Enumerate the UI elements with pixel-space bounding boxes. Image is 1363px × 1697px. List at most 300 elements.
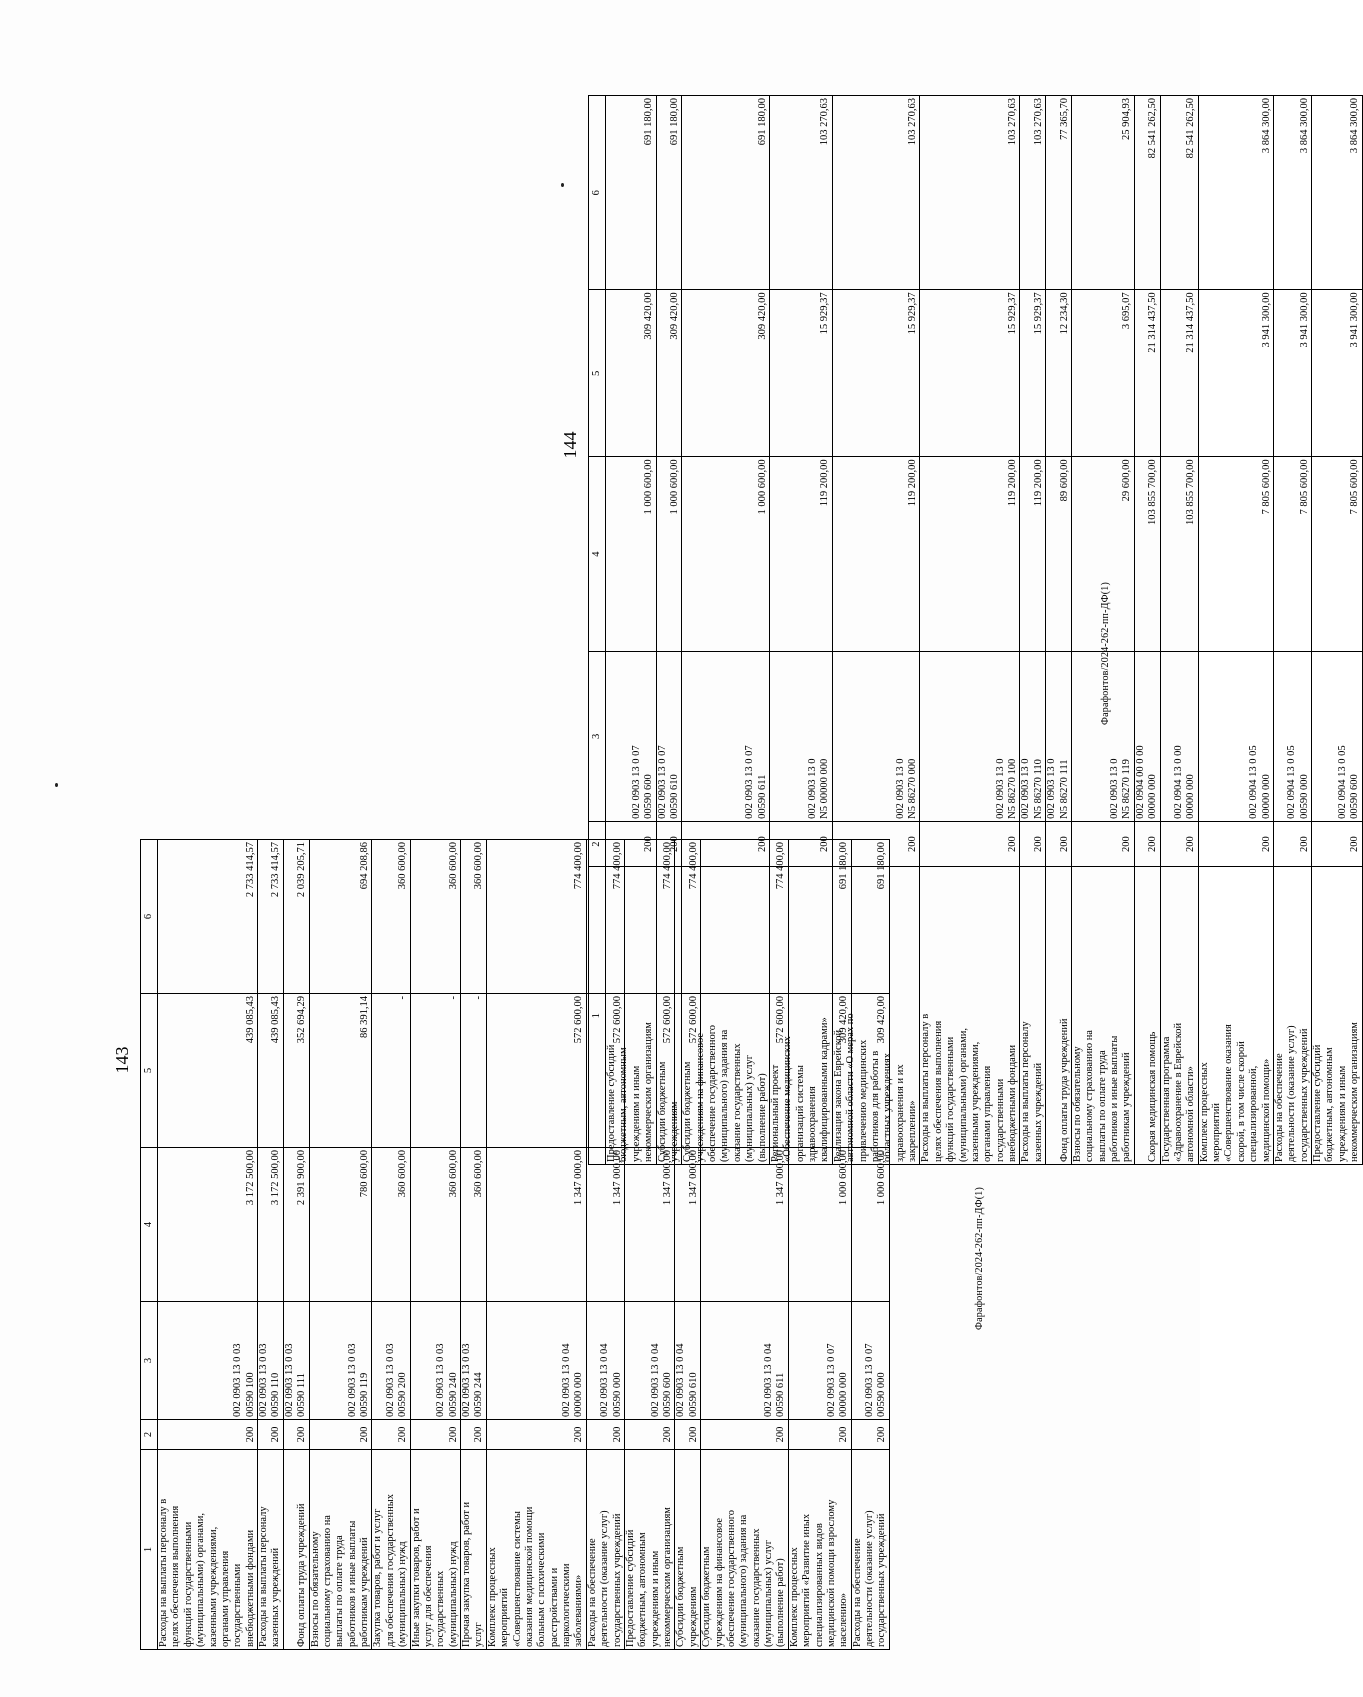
admin-code	[788, 1420, 851, 1450]
remaining-amount	[606, 96, 657, 290]
executed-amount-text: 309 420,00	[838, 996, 850, 1044]
executed-amount	[606, 290, 657, 457]
budget-classification-code-text: 002 0903 13 0 04 00590 611	[763, 1343, 787, 1417]
approved-amount	[586, 1148, 624, 1302]
line-item-name-text: Расходы на выплаты персоналу казенных учреждений	[1020, 1021, 1044, 1162]
approved-amount	[832, 457, 920, 651]
admin-code	[606, 821, 657, 867]
page-footer: Фарафонтов/2024-262-пп-ДФ(1)	[1100, 581, 1111, 725]
line-item-name-text: Расходы на выплаты персоналу казенных учреждений	[258, 1506, 282, 1647]
column-header: 3	[141, 1302, 158, 1420]
executed-amount	[1071, 290, 1134, 457]
remaining-amount	[410, 840, 461, 994]
remaining-amount-text: 3 864 300,00	[1349, 98, 1361, 154]
admin-code	[920, 821, 1020, 867]
line-item-name	[1046, 867, 1072, 1165]
remaining-amount-text: 694 208,86	[359, 842, 370, 890]
admin-code	[769, 821, 832, 867]
admin-code	[158, 1420, 258, 1450]
line-item-name	[1312, 867, 1363, 1165]
remaining-amount	[682, 96, 770, 290]
budget-classification-code	[851, 1302, 889, 1420]
approved-amount-text: 1 347 000,00	[611, 1150, 623, 1206]
admin-code-text: 200	[473, 1426, 485, 1443]
remaining-amount-text: 360 600,00	[473, 842, 485, 890]
budget-classification-code	[486, 1302, 586, 1420]
line-item-name	[1020, 867, 1046, 1165]
budget-classification-code	[701, 1302, 789, 1420]
scan-speck	[55, 783, 58, 787]
admin-code-text: 200	[756, 836, 768, 852]
admin-code-text: 200	[668, 836, 680, 852]
budget-classification-code-text: 002 0903 13 0 03 00590 200	[384, 1343, 409, 1417]
admin-code-text: 200	[819, 836, 831, 852]
approved-amount	[920, 457, 1020, 651]
line-item-name	[606, 867, 657, 1165]
remaining-amount-text: 691 180,00	[876, 842, 888, 890]
budget-classification-code-text: 002 0903 13 0 03 00590 110	[258, 1343, 282, 1417]
remaining-amount-text: 77 365,70	[1058, 98, 1070, 140]
executed-amount-text: 309 420,00	[756, 292, 768, 340]
remaining-amount	[309, 840, 372, 994]
line-item-name	[283, 1450, 309, 1650]
line-item-name	[682, 867, 770, 1165]
line-item-name	[832, 867, 920, 1165]
line-item-name-text: Субсидии бюджетным учреждениям на финансовое обеспечение государственного (муниципального) задания на оказание государственных (муниципальных) услуг (выполнение работ)	[701, 1509, 787, 1647]
column-header: 5	[141, 994, 158, 1148]
line-item-name	[1273, 867, 1311, 1165]
table-row	[410, 840, 461, 1650]
approved-amount-text: 1 000 600,00	[838, 1150, 850, 1206]
budget-classification-code	[283, 1302, 309, 1420]
remaining-amount-text: 360 600,00	[447, 842, 459, 890]
budget-classification-code	[1020, 651, 1046, 821]
budget-classification-code-text: 002 0903 13 0 N5 00000 000	[807, 758, 831, 819]
line-item-name-text: Субсидии бюджетным учреждениям на финансовое обеспечение государственного (муниципального) задания на оказание государственных (муниципальных) услуг (выполнение работ)	[682, 1024, 768, 1162]
executed-amount-text: 3 695,07	[1121, 292, 1133, 330]
remaining-amount	[1198, 96, 1273, 290]
remaining-amount-text: 691 180,00	[643, 98, 655, 146]
budget-classification-code	[606, 651, 657, 821]
remaining-amount-text: 25 904,93	[1121, 98, 1133, 140]
line-item-name	[372, 1450, 410, 1650]
remaining-amount	[1020, 96, 1046, 290]
table-row	[1160, 96, 1198, 1165]
executed-amount-text: 309 420,00	[668, 292, 680, 340]
budget-classification-code-text: 002 0903 13 0 03 00590 119	[346, 1343, 370, 1417]
budget-classification-code-text: 002 0903 13 0 07 00590 600	[630, 745, 655, 819]
approved-amount	[682, 457, 770, 651]
budget-classification-code-text: 002 0903 13 0 03 00590 240	[435, 1343, 459, 1417]
approved-amount	[1160, 457, 1198, 651]
budget-classification-code-text: 002 0903 13 0 N5 86270 000	[894, 758, 918, 819]
approved-amount	[701, 1148, 789, 1302]
executed-amount-text: 572 600,00	[662, 996, 673, 1044]
line-item-name-text: Государственная программа «Здравоохранение в Еврейской автономной области»	[1160, 1022, 1197, 1162]
approved-amount-text: 2 391 900,00	[296, 1150, 308, 1206]
column-header: 5	[589, 290, 606, 457]
budget-classification-code-text: 002 0903 13 0 03 00590 100	[232, 1343, 256, 1417]
admin-code-text: 200	[447, 1426, 459, 1443]
table-row	[309, 840, 372, 1650]
line-item-name	[1198, 867, 1273, 1165]
remaining-amount-text: 2 733 414,57	[270, 842, 282, 898]
column-header: 4	[141, 1148, 158, 1302]
budget-classification-code	[920, 651, 1020, 821]
admin-code-text: 200	[1121, 836, 1133, 852]
remaining-amount-text: 774 400,00	[611, 842, 623, 890]
budget-classification-code	[656, 651, 682, 821]
line-item-name-text: Комплекс процессных мероприятий «Совершенствование системы оказания медицинской помощи больным с психическими расстройствами и наркологическими заболеваниями»	[486, 1506, 585, 1647]
budget-classification-code	[1273, 651, 1311, 821]
approved-amount-text: 1 000 600,00	[668, 459, 680, 515]
remaining-amount	[1312, 96, 1363, 290]
executed-amount	[832, 290, 920, 457]
line-item-name	[258, 1450, 284, 1650]
admin-code	[832, 821, 920, 867]
line-item-name	[701, 1450, 789, 1650]
budget-classification-code	[410, 1302, 461, 1420]
admin-code-text: 200	[359, 1426, 370, 1443]
table-row	[1312, 96, 1363, 1165]
approved-amount-text: 1 000 600,00	[876, 1150, 888, 1206]
budget-classification-code-text: 002 0903 13 0 04 00590 610	[675, 1343, 699, 1417]
page-number: 143	[112, 1046, 132, 1074]
admin-code-text: 200	[1260, 836, 1272, 852]
executed-amount-text: -	[447, 996, 459, 1000]
approved-amount	[258, 1148, 284, 1302]
admin-code	[309, 1420, 372, 1450]
budget-classification-code	[675, 1302, 701, 1420]
admin-code	[1160, 821, 1198, 867]
line-item-name	[410, 1450, 461, 1650]
approved-amount-text: 360 600,00	[447, 1150, 459, 1198]
executed-amount	[656, 290, 682, 457]
admin-code	[701, 1420, 789, 1450]
budget-classification-code	[586, 1302, 624, 1420]
line-item-name-text: Закупка товаров, работ и услуг для обеспечения государственных (муниципальных) нужд	[372, 1494, 409, 1647]
budget-classification-code-text: 002 0904 13 0 05 00590 600	[1336, 745, 1361, 819]
approved-amount	[410, 1148, 461, 1302]
line-item-name-text: Расходы на обеспечение деятельности (оказание услуг) государственных учреждений	[851, 1510, 888, 1647]
admin-code-text: 200	[1349, 836, 1361, 852]
line-item-name	[656, 867, 682, 1165]
column-header: 3	[589, 651, 606, 821]
executed-amount	[1134, 290, 1160, 457]
budget-classification-code	[1160, 651, 1198, 821]
table-row	[283, 840, 309, 1650]
line-item-name-text: Комплекс процессных мероприятий «Развитие иных специализированных видов медицинской помощи взрослому населению»	[788, 1499, 850, 1647]
admin-code	[283, 1420, 309, 1450]
budget-classification-code	[682, 651, 770, 821]
executed-amount-text: -	[397, 996, 409, 1000]
remaining-amount	[1160, 96, 1198, 290]
table-row	[920, 96, 1020, 1165]
approved-amount-text: 360 600,00	[473, 1150, 485, 1198]
page-144	[560, 95, 1361, 1165]
executed-amount	[410, 994, 461, 1148]
approved-amount-text: 3 172 500,00	[244, 1150, 256, 1206]
executed-amount	[1160, 290, 1198, 457]
remaining-amount-text: 691 180,00	[838, 842, 850, 890]
page-number: 144	[560, 431, 580, 459]
remaining-amount-text: 691 180,00	[756, 98, 768, 146]
executed-amount	[1273, 290, 1311, 457]
remaining-amount	[832, 96, 920, 290]
approved-amount	[769, 457, 832, 651]
line-item-name	[461, 1450, 487, 1650]
remaining-amount-text: 360 600,00	[397, 842, 409, 890]
budget-classification-code-text: 002 0904 13 0 05 00590 000	[1286, 745, 1310, 819]
admin-code	[372, 1420, 410, 1450]
column-header: 6	[141, 840, 158, 994]
budget-classification-code	[769, 651, 832, 821]
table-row	[606, 96, 657, 1165]
budget-classification-code-text: 002 0903 13 0 07 00590 611	[744, 745, 768, 819]
executed-amount	[1198, 290, 1273, 457]
executed-amount-text: 15 929,37	[1032, 292, 1044, 335]
admin-code-text: 200	[1147, 836, 1159, 852]
executed-amount-text: 3 941 300,00	[1298, 292, 1310, 348]
approved-amount	[1046, 457, 1072, 651]
budget-classification-code-text: 002 0903 13 0 N5 86270 119	[1109, 758, 1133, 819]
executed-amount	[1312, 290, 1363, 457]
admin-code-text: 200	[1007, 836, 1018, 852]
budget-classification-code-text: 002 0903 13 0 07 00590 610	[656, 745, 680, 819]
budget-classification-code	[258, 1302, 284, 1420]
line-item-name	[851, 1450, 889, 1650]
approved-amount	[461, 1148, 487, 1302]
line-item-name-text: Комплекс процессных мероприятий «Совершенствование оказания скорой, в том числе скорой специализированной, медицинской помощи»	[1198, 1024, 1272, 1162]
budget-classification-code	[1312, 651, 1363, 821]
line-item-name-text: Скорая медицинская помощь	[1147, 1031, 1159, 1162]
remaining-amount-text: 103 270,63	[819, 98, 831, 146]
approved-amount	[1312, 457, 1363, 651]
approved-amount	[624, 1148, 675, 1302]
executed-amount-text: 15 929,37	[819, 292, 831, 335]
admin-code-text: 200	[270, 1426, 282, 1443]
line-item-name	[624, 1450, 675, 1650]
admin-code	[461, 1420, 487, 1450]
executed-amount	[461, 994, 487, 1148]
admin-code-text: 200	[397, 1426, 409, 1443]
remaining-amount	[920, 96, 1020, 290]
executed-amount	[920, 290, 1020, 457]
admin-code-text: 200	[643, 836, 655, 852]
remaining-amount-text: 2 733 414,57	[244, 842, 256, 898]
admin-code-text: 200	[876, 1426, 888, 1443]
executed-amount-text: 12 234,30	[1058, 292, 1070, 335]
admin-code-text: 200	[1058, 836, 1070, 852]
remaining-amount-text: 774 400,00	[662, 842, 673, 890]
admin-code	[1020, 821, 1046, 867]
approved-amount	[158, 1148, 258, 1302]
budget-classification-code-text: 002 0903 13 0 07 00000 000	[825, 1343, 850, 1417]
approved-amount	[606, 457, 657, 651]
line-item-name	[158, 1450, 258, 1650]
line-item-name	[309, 1450, 372, 1650]
remaining-amount	[158, 840, 258, 994]
budget-classification-code	[788, 1302, 851, 1420]
budget-classification-code	[832, 651, 920, 821]
budget-classification-code-text: 002 0903 13 0 03 00590 244	[461, 1343, 485, 1417]
executed-amount	[158, 994, 258, 1148]
admin-code	[675, 1420, 701, 1450]
admin-code	[624, 1420, 675, 1450]
approved-amount-text: 119 200,00	[907, 459, 918, 507]
budget-classification-code-text: 002 0903 13 0 04 00590 000	[599, 1343, 623, 1417]
admin-code	[1273, 821, 1311, 867]
remaining-amount-text: 774 400,00	[573, 842, 585, 890]
budget-classification-code	[372, 1302, 410, 1420]
line-item-name	[920, 867, 1020, 1165]
approved-amount-text: 119 200,00	[819, 459, 831, 507]
remaining-amount-text: 103 270,63	[907, 98, 918, 146]
budget-classification-code-text: 002 0903 13 0 07 00590 000	[864, 1343, 888, 1417]
approved-amount-text: 1 000 600,00	[756, 459, 768, 515]
executed-amount-text: 309 420,00	[643, 292, 655, 340]
line-item-name-text: Взносы по обязательному социальному страхованию на выплаты по оплате труда работников и иные выплаты работникам учреждений	[309, 1515, 370, 1647]
remaining-amount-text: 691 180,00	[668, 98, 680, 146]
line-item-name	[1071, 867, 1134, 1165]
approved-amount-text: 89 600,00	[1058, 459, 1070, 502]
line-item-name-text: Взносы по обязательному социальному страхованию на выплаты по оплате труда работников и иные выплаты работникам учреждений	[1071, 1030, 1133, 1162]
admin-code-text: 200	[775, 1426, 787, 1443]
executed-amount-text: 439 085,43	[270, 996, 282, 1044]
table-row	[1134, 96, 1160, 1165]
approved-amount-text: 1 347 000,00	[687, 1150, 699, 1206]
executed-amount-text: 15 929,37	[907, 292, 918, 335]
approved-amount	[851, 1148, 889, 1302]
executed-amount	[283, 994, 309, 1148]
admin-code	[1198, 821, 1273, 867]
executed-amount-text: 309 420,00	[876, 996, 888, 1044]
table-row	[461, 840, 487, 1650]
column-header: 1	[141, 1450, 158, 1650]
budget-table	[588, 95, 1363, 1165]
column-header: 4	[589, 457, 606, 651]
remaining-amount-text: 82 541 262,50	[1185, 98, 1197, 159]
admin-code-text: 200	[611, 1426, 623, 1443]
line-item-name-text: Расходы на обеспечение деятельности (оказание услуг) государственных учреждений	[1273, 1025, 1310, 1162]
executed-amount-text: 3 941 300,00	[1349, 292, 1361, 348]
executed-amount-text: 572 600,00	[775, 996, 787, 1044]
line-item-name-text: Расходы на выплаты персоналу в целях обеспечения выполнения функций государственными (муниципальными) органами, казенными учреждениями, органами управления государственными внебюджетными фондами	[158, 1498, 256, 1647]
budget-classification-code-text: 002 0904 13 0 00 00000 000	[1172, 745, 1197, 819]
line-item-name	[586, 1450, 624, 1650]
admin-code	[258, 1420, 284, 1450]
approved-amount-text: 1 347 000,00	[662, 1150, 673, 1206]
admin-code	[656, 821, 682, 867]
executed-amount	[258, 994, 284, 1148]
line-item-name-text: Предоставление субсидий бюджетным, автономным учреждениям и иным некоммерческим организациям	[624, 1507, 673, 1647]
budget-classification-code-text: 002 0903 13 0 N5 86270 110	[1020, 758, 1044, 819]
remaining-amount-text: 3 864 300,00	[1260, 98, 1272, 154]
executed-amount-text: 352 694,29	[296, 996, 308, 1044]
executed-amount	[682, 290, 770, 457]
budget-classification-code	[624, 1302, 675, 1420]
executed-amount-text: 572 600,00	[573, 996, 585, 1044]
remaining-amount	[1273, 96, 1311, 290]
line-item-name-text: Расходы на обеспечение деятельности (оказание услуг) государственных учреждений	[586, 1510, 623, 1647]
executed-amount-text: 572 600,00	[687, 996, 699, 1044]
approved-amount-text: 1 347 000,00	[775, 1150, 787, 1206]
budget-classification-code-text: 002 0903 13 0 N5 86270 100	[994, 758, 1018, 819]
budget-classification-code-text: 002 0903 13 0 04 00590 600	[649, 1343, 673, 1417]
line-item-name-text: Предоставление субсидий бюджетным, автономным учреждениям и иным некоммерческим организациям	[606, 1022, 655, 1162]
line-item-name-text: Прочая закупка товаров, работ и услуг	[461, 1501, 485, 1647]
remaining-amount-text: 103 270,63	[1032, 98, 1044, 146]
line-item-name	[1160, 867, 1198, 1165]
table-row	[769, 96, 832, 1165]
admin-code-text: 200	[1298, 836, 1310, 852]
admin-code	[1312, 821, 1363, 867]
approved-amount-text: 1 000 600,00	[643, 459, 655, 515]
approved-amount	[1273, 457, 1311, 651]
column-header: 2	[589, 821, 606, 867]
admin-code-text: 200	[573, 1426, 585, 1443]
approved-amount	[372, 1148, 410, 1302]
admin-code-text: 200	[1032, 836, 1044, 852]
admin-code-text: 200	[1185, 836, 1197, 852]
remaining-amount-text: 103 270,63	[1007, 98, 1018, 146]
executed-amount	[1046, 290, 1072, 457]
admin-code	[682, 821, 770, 867]
admin-code-text: 200	[296, 1426, 308, 1443]
budget-classification-code	[461, 1302, 487, 1420]
admin-code	[486, 1420, 586, 1450]
line-item-name	[486, 1450, 586, 1650]
table-row	[1273, 96, 1311, 1165]
budget-classification-code-text: 002 0903 13 0 N5 86270 111	[1046, 758, 1070, 819]
approved-amount	[1020, 457, 1046, 651]
budget-classification-code	[1134, 651, 1160, 821]
table-row	[158, 840, 258, 1650]
approved-amount	[1134, 457, 1160, 651]
executed-amount-text: 21 314 437,50	[1147, 292, 1159, 353]
approved-amount	[486, 1148, 586, 1302]
remaining-amount-text: 774 400,00	[775, 842, 787, 890]
admin-code-text: 200	[662, 1426, 673, 1443]
line-item-name-text: Субсидии бюджетным учреждениям	[656, 1061, 680, 1162]
remaining-amount-text: 2 039 205,71	[296, 842, 308, 898]
budget-classification-code-text: 002 0904 13 0 05 00000 000	[1248, 745, 1272, 819]
table-row	[1046, 96, 1072, 1165]
table-row	[1020, 96, 1046, 1165]
budget-classification-code	[309, 1302, 372, 1420]
approved-amount	[788, 1148, 851, 1302]
executed-amount	[1020, 290, 1046, 457]
line-item-name-text: Фонд оплаты труда учреждений	[296, 1503, 308, 1647]
column-header: 6	[589, 96, 606, 290]
line-item-name-text: Иные закупки товаров, работ и услуг для обеспечения государственных (муниципальных) нужд	[410, 1508, 459, 1647]
admin-code	[586, 1420, 624, 1450]
executed-amount	[769, 290, 832, 457]
budget-classification-code	[1198, 651, 1273, 821]
remaining-amount	[1046, 96, 1072, 290]
approved-amount	[309, 1148, 372, 1302]
approved-amount-text: 1 347 000,00	[573, 1150, 585, 1206]
budget-classification-code-text: 002 0904 00 0 00 00000 000	[1134, 745, 1159, 819]
approved-amount	[675, 1148, 701, 1302]
executed-amount-text: 439 085,43	[244, 996, 256, 1044]
approved-amount-text: 360 600,00	[397, 1150, 409, 1198]
table-row	[656, 96, 682, 1165]
remaining-amount	[1071, 96, 1134, 290]
approved-amount-text: 3 172 500,00	[270, 1150, 282, 1206]
remaining-amount	[769, 96, 832, 290]
approved-amount	[1198, 457, 1273, 651]
